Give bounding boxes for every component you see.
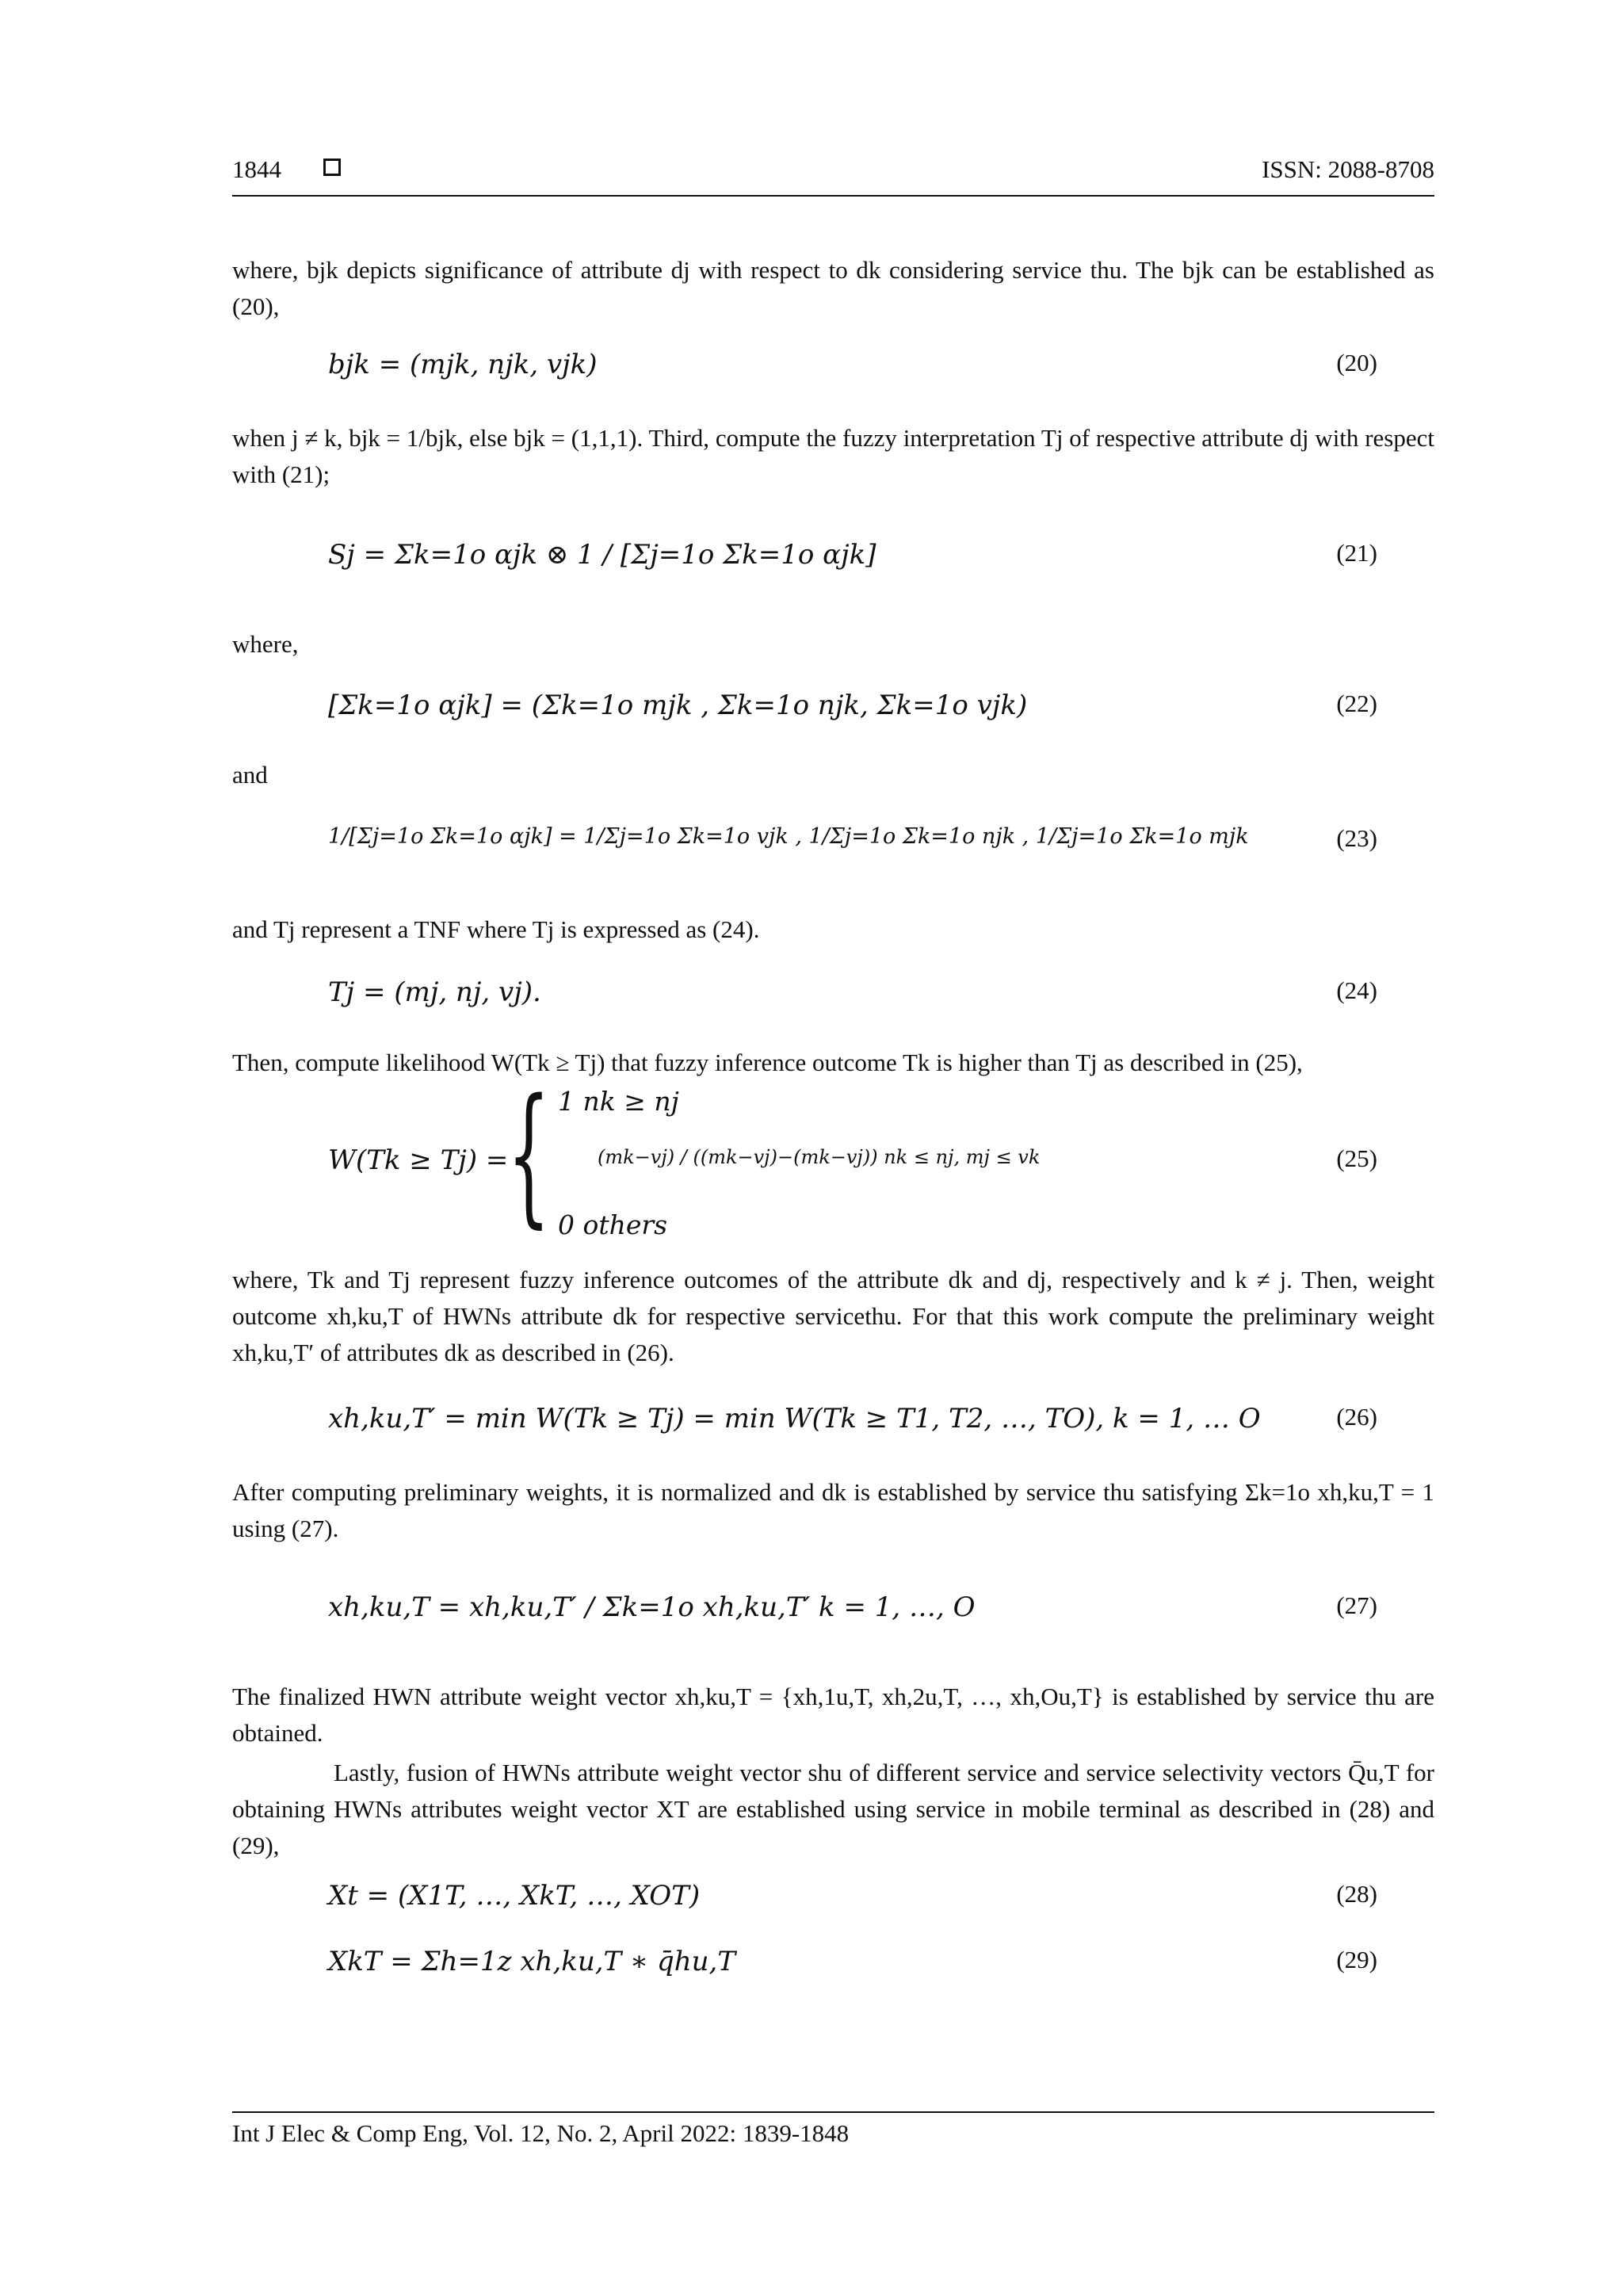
equation-number: (29) (1336, 1946, 1377, 1973)
equation-number: (24) (1336, 976, 1377, 1004)
equation-expression: Tj = (mj, nj, vj). (328, 976, 541, 1008)
equation-expression: [Σk=1o αjk] = (Σk=1o mjk , Σk=1o njk, Σk=1o vjk) (328, 690, 1028, 721)
equation-number: (26) (1336, 1403, 1377, 1431)
paragraph-5: and Tj represent a TNF where Tj is expressed as (24). (232, 915, 760, 943)
equation-expression: XkT = Σh=1z xh,ku,T ∗ q̄hu,T (328, 1946, 736, 1977)
equation-22 (328, 690, 1434, 737)
equation-number: (20) (1336, 349, 1377, 376)
equation-expression: xh,ku,T′ = min W(Tk ≥ Tj) = min W(Tk ≥ T1, T2, …, TO), k = 1, … O (328, 1403, 1261, 1435)
equation-23 (328, 824, 1434, 872)
left-brace-icon: { (507, 1067, 551, 1242)
paragraph-8: After computing preliminary weights, it is normalized and dk is established by service thu satisfying Σk=1o xh,ku,T = 1 using (27). (232, 1478, 1434, 1542)
equation-number: (27) (1336, 1591, 1377, 1619)
paragraph-6: Then, compute likelihood W(Tk ≥ Tj) that fuzzy inference outcome Tk is higher than Tj as described in (25), (232, 1049, 1303, 1076)
equation-number: (28) (1336, 1880, 1377, 1908)
equation-27 (328, 1591, 1434, 1639)
equation-expression: bjk = (mjk, njk, vjk) (328, 349, 598, 380)
paragraph-7: where, Tk and Tj represent fuzzy inference outcomes of the attribute dk and dj, respectively and k ≠ j. Then, weight outcome xh,ku,T of HWNs attribute dk for respective servicethu. For that this work compute the preliminary weight xh,ku,T′ of attributes dk as described in (26). (232, 1266, 1434, 1366)
equation-26 (328, 1403, 1434, 1450)
equation-28 (328, 1880, 1434, 1927)
equation-24 (328, 976, 1434, 1024)
case-1: 1 nk ≥ nj (558, 1086, 679, 1117)
equation-expression: 1/[Σj=1o Σk=1o αjk] = 1/Σj=1o Σk=1o vjk , 1/Σj=1o Σk=1o njk , 1/Σj=1o Σk=1o mjk (328, 824, 1249, 849)
equation-29 (328, 1946, 1434, 1993)
equation-21 (328, 539, 1434, 586)
page-header (232, 155, 1434, 197)
paragraph-10: Lastly, fusion of HWNs attribute weight vector shu of different service and service selectivity vectors Q̄u,T for obtaining HWNs attributes weight vector XT are established using service in mobile terminal as described in (28) and (29), (232, 1759, 1434, 1859)
paragraph-4: and (232, 761, 268, 789)
square-icon (323, 159, 341, 176)
paragraph-2: when j ≠ k, bjk = 1/bjk, else bjk = (1,1,1). Third, compute the fuzzy interpretation Tj of respective attribute dj with respect with (21); (232, 424, 1434, 488)
equation-expression: Sj = Σk=1o αjk ⊗ 1 / [Σj=1o Σk=1o αjk] (328, 539, 876, 571)
page-number: 1844 (232, 155, 281, 183)
paragraph-9: The finalized HWN attribute weight vector xh,ku,T = {xh,1u,T, xh,2u,T, …, xh,Ou,T} is established by service thu are obtained. (232, 1683, 1434, 1747)
equation-lhs: W(Tk ≥ Tj) = (328, 1144, 509, 1176)
equation-25 (328, 1067, 1434, 1254)
equation-number: (22) (1336, 690, 1377, 717)
equation-number: (23) (1336, 824, 1377, 852)
equation-20 (328, 349, 1434, 396)
case-3: 0 others (558, 1209, 668, 1240)
case-2: (mk−vj) / ((mk−vj)−(mk−vj)) nk ≤ nj, mj ≤ vk (598, 1146, 1041, 1168)
equation-number: (21) (1336, 539, 1377, 567)
issn-label: ISSN: 2088-8708 (1262, 155, 1434, 183)
paragraph-1: where, bjk depicts significance of attribute dj with respect to dk considering service thu. The bjk can be established as (20), (232, 256, 1434, 320)
equation-expression: xh,ku,T = xh,ku,T′ / Σk=1o xh,ku,T′ k = 1, …, O (328, 1591, 976, 1623)
equation-number: (25) (1336, 1144, 1377, 1172)
paragraph-3: where, (232, 630, 299, 658)
page-footer: Int J Elec & Comp Eng, Vol. 12, No. 2, April 2022: 1839-1848 (232, 2111, 1434, 2148)
equation-expression: Xt = (X1T, …, XkT, …, XOT) (328, 1880, 701, 1912)
